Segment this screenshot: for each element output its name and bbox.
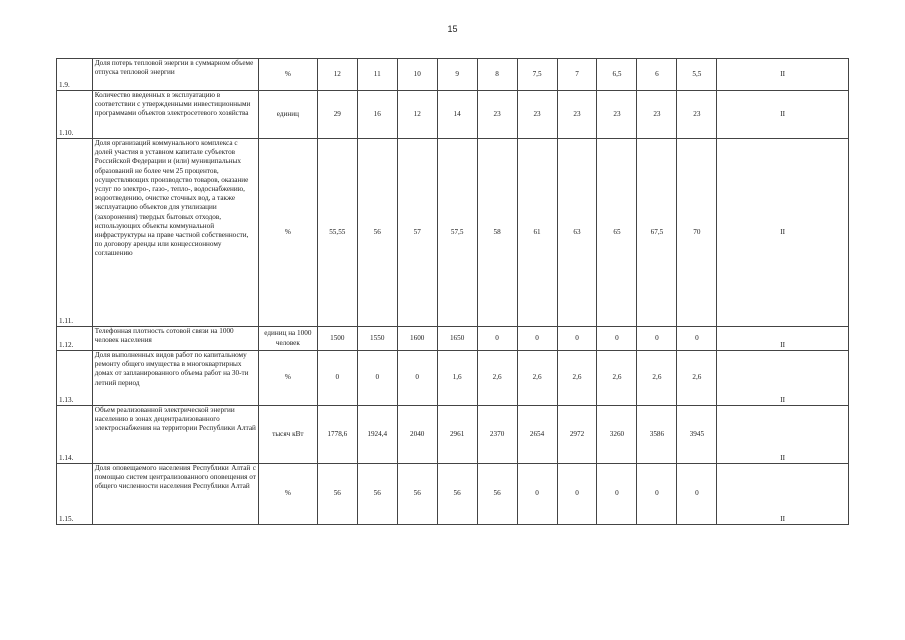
- value-cell: 56: [357, 139, 397, 327]
- value-cell: 70: [677, 139, 717, 327]
- unit-cell: единиц: [258, 91, 317, 139]
- value-cell: 11: [357, 59, 397, 91]
- row-number: 1.9.: [57, 59, 93, 91]
- value-cell: 56: [477, 464, 517, 525]
- value-cell: 0: [597, 327, 637, 351]
- value-cell: 0: [637, 327, 677, 351]
- value-cell: 1550: [357, 327, 397, 351]
- value-cell: 7,5: [517, 59, 557, 91]
- table-row: [57, 464, 849, 525]
- indicators-table: [56, 58, 849, 525]
- value-cell: 3586: [637, 406, 677, 464]
- stage-cell: II: [717, 464, 849, 525]
- value-cell: 1,6: [437, 351, 477, 406]
- value-cell: 2040: [397, 406, 437, 464]
- indicator-name: Доля оповещаемого населения Республики Алтай с помощью систем централизованного оповещения от общего численности населения Республики Алтай: [92, 464, 258, 525]
- table-row: [57, 351, 849, 406]
- value-cell: 23: [517, 91, 557, 139]
- value-cell: 0: [597, 464, 637, 525]
- value-cell: 1500: [317, 327, 357, 351]
- unit-cell: единиц на 1000 человек: [258, 327, 317, 351]
- value-cell: 65: [597, 139, 637, 327]
- table-row: [57, 406, 849, 464]
- stage-cell: II: [717, 91, 849, 139]
- value-cell: 3260: [597, 406, 637, 464]
- value-cell: 9: [437, 59, 477, 91]
- value-cell: 23: [677, 91, 717, 139]
- value-cell: 14: [437, 91, 477, 139]
- indicator-name: Количество введенных в эксплуатацию в соответствии с утвержденными инвестиционными программами объектов электросетевого хозяйства: [92, 91, 258, 139]
- value-cell: 12: [397, 91, 437, 139]
- value-cell: 1650: [437, 327, 477, 351]
- value-cell: 0: [677, 327, 717, 351]
- table-row: [57, 139, 849, 327]
- value-cell: 0: [677, 464, 717, 525]
- value-cell: 61: [517, 139, 557, 327]
- unit-cell: %: [258, 139, 317, 327]
- table-row: [57, 59, 849, 91]
- value-cell: 10: [397, 59, 437, 91]
- value-cell: 0: [637, 464, 677, 525]
- value-cell: 2961: [437, 406, 477, 464]
- row-number: 1.12.: [57, 327, 93, 351]
- value-cell: 2,6: [477, 351, 517, 406]
- value-cell: 2,6: [677, 351, 717, 406]
- table-row: [57, 327, 849, 351]
- value-cell: 23: [557, 91, 597, 139]
- value-cell: 0: [517, 464, 557, 525]
- stage-cell: II: [717, 406, 849, 464]
- value-cell: 2972: [557, 406, 597, 464]
- indicator-name: Доля выполненных видов работ по капитальному ремонту общего имущества в многоквартирных домах от запланированного объема работ на 30-ти летний период: [92, 351, 258, 406]
- value-cell: 0: [557, 327, 597, 351]
- stage-cell: II: [717, 327, 849, 351]
- value-cell: 56: [437, 464, 477, 525]
- value-cell: 5,5: [677, 59, 717, 91]
- value-cell: 0: [397, 351, 437, 406]
- value-cell: 7: [557, 59, 597, 91]
- indicator-name: Телефонная плотность сотовой связи на 1000 человек населения: [92, 327, 258, 351]
- indicator-name: Объем реализованной электрической энергии населению в зонах децентрализованного электроснабжения на территории Республики Алтай: [92, 406, 258, 464]
- value-cell: 56: [397, 464, 437, 525]
- value-cell: 2,6: [637, 351, 677, 406]
- value-cell: 23: [637, 91, 677, 139]
- value-cell: 0: [477, 327, 517, 351]
- value-cell: 16: [357, 91, 397, 139]
- unit-cell: %: [258, 351, 317, 406]
- value-cell: 0: [357, 351, 397, 406]
- row-number: 1.11.: [57, 139, 93, 327]
- value-cell: 23: [597, 91, 637, 139]
- value-cell: 2,6: [557, 351, 597, 406]
- value-cell: 3945: [677, 406, 717, 464]
- table-row: [57, 91, 849, 139]
- value-cell: 12: [317, 59, 357, 91]
- indicator-name: Доля потерь тепловой энергии в суммарном объеме отпуска тепловой энергии: [92, 59, 258, 91]
- value-cell: 0: [317, 351, 357, 406]
- value-cell: 2,6: [597, 351, 637, 406]
- value-cell: 2370: [477, 406, 517, 464]
- stage-cell: II: [717, 351, 849, 406]
- row-number: 1.10.: [57, 91, 93, 139]
- row-number: 1.14.: [57, 406, 93, 464]
- value-cell: 2,6: [517, 351, 557, 406]
- value-cell: 6: [637, 59, 677, 91]
- value-cell: 63: [557, 139, 597, 327]
- value-cell: 57: [397, 139, 437, 327]
- value-cell: 67,5: [637, 139, 677, 327]
- value-cell: 0: [517, 327, 557, 351]
- value-cell: 1600: [397, 327, 437, 351]
- unit-cell: %: [258, 464, 317, 525]
- value-cell: 23: [477, 91, 517, 139]
- value-cell: 58: [477, 139, 517, 327]
- value-cell: 0: [557, 464, 597, 525]
- value-cell: 8: [477, 59, 517, 91]
- value-cell: 55,55: [317, 139, 357, 327]
- indicator-name: Доля организаций коммунального комплекса с долей участия в уставном капитале субъектов Российской Федерации и (или) муниципальных образований не более чем 25 процентов, осуществляющих производство товаров, оказание услуг по электро-, газо-, тепло-, водоснабжению, водоотведению, очистке сточных вод, а также эксплуатацию объектов для утилизации (захоронения) твердых бытовых отходов, использующих объекты коммунальной инфраструктуры на праве частной собственности, по договору аренды или концессионному соглашению: [92, 139, 258, 327]
- value-cell: 1924,4: [357, 406, 397, 464]
- stage-cell: II: [717, 59, 849, 91]
- value-cell: 1778,6: [317, 406, 357, 464]
- value-cell: 6,5: [597, 59, 637, 91]
- value-cell: 2654: [517, 406, 557, 464]
- value-cell: 29: [317, 91, 357, 139]
- value-cell: 57,5: [437, 139, 477, 327]
- row-number: 1.13.: [57, 351, 93, 406]
- stage-cell: II: [717, 139, 849, 327]
- unit-cell: тысяч кВт: [258, 406, 317, 464]
- unit-cell: %: [258, 59, 317, 91]
- value-cell: 56: [357, 464, 397, 525]
- page-number: 15: [447, 24, 458, 34]
- value-cell: 56: [317, 464, 357, 525]
- row-number: 1.15.: [57, 464, 93, 525]
